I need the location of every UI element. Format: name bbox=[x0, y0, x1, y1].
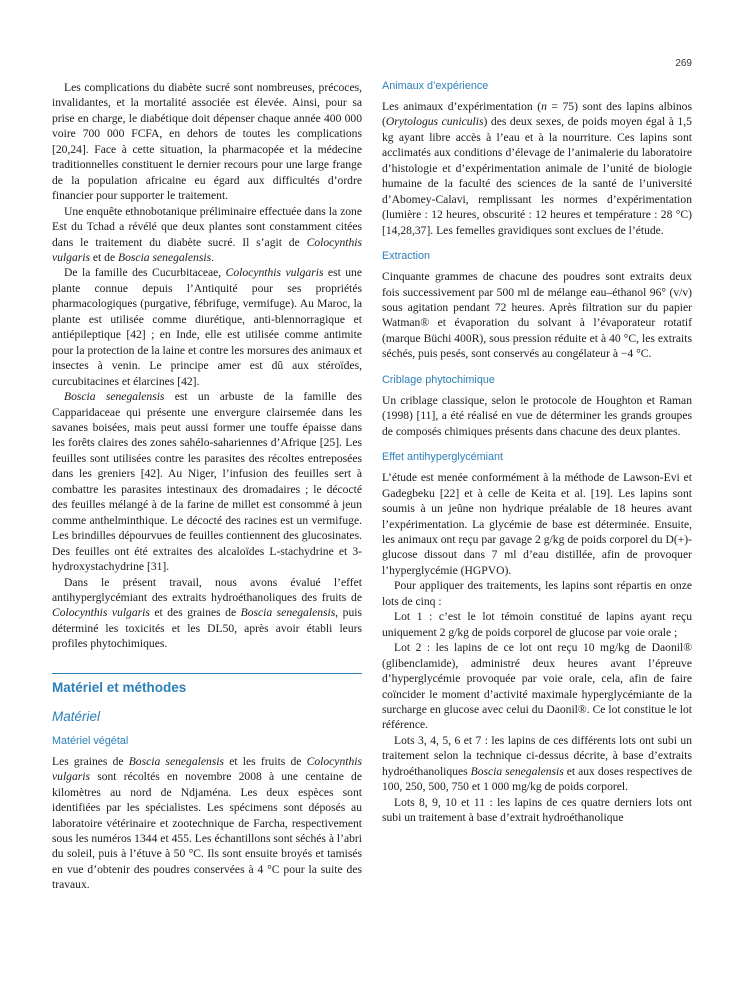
heading-extraction: Extraction bbox=[382, 250, 431, 263]
heading-materiel-vegetal: Matériel végétal bbox=[52, 734, 129, 747]
intro-paragraph-1: Les complications du diabète sucré sont nombreuses, précoces, invalidantes, et la mortalité associée est élevée. Ainsi, pour sa prise en charge, le diabétique doit dépenser chaque année 400 000 voire 700 000 FCFA, en dehors de toutes les complications [20,24]. Face à cette situation, la pharmacopée et la médecine traditionnelles constituent le dernier recours pour une large frange de la population africaine eu égard aux difficultés d’ordre financier pour supporter le traitement. bbox=[52, 81, 362, 203]
intro-paragraph-4: Boscia senegalensis est un arbuste de la famille des Capparidaceae qui présente une envergure clairsemée dans les savanes boisées, mais peut aussi former une touffe épaisse dans les forêts claires des zones sahélo-sahariennes d’Afrique [25]. Les feuilles sont utilisées contre les parasites des récoltes entreposées dans les greniers [42]. Au Niger, l’infusion des feuilles sert à combattre les parasites intestinaux des dromadaires ; le décocté des feuilles mélangé à de la farine de millet est consommé à jeun comme anthelminthique. Le décocté des racines est un vermifuge. Les brindilles dépourvues de feuilles contiennent des glucosinates. Des feuilles ont été extraites des alcaloïdes L-stachydrine et 3-hydroxystachydrine [31]. bbox=[52, 390, 362, 574]
intro-paragraph-3: De la famille des Cucurbitaceae, Colocynthis vulgaris est une plante connue depuis l’Antiquité pour ses propriétés pharmacologiques (purgative, fébrifuge, vermifuge). Au Maroc, la plante est utilisée comme diurétique, anti-blennorragique et antiépileptique [42] ; en Inde, elle est utilisée comme antimite pour la protection de la laine et contre les morsures des animaux et insectes à venin. Le principe amer est dû aux stéroïdes, curcubitacines et élarcines [42]. bbox=[52, 266, 362, 388]
lot-1-paragraph: Lot 1 : c’est le lot témoin constitué de lapins ayant reçu uniquement 2 g/kg de poids corporel de glucose par voie orale ; bbox=[382, 610, 692, 639]
right-column bbox=[382, 80, 692, 826]
animaux-paragraph: Les animaux d’expérimentation (n = 75) sont des lapins albinos (Orytologus cuniculis) des deux sexes, de poids moyen égal à 1,5 kg ayant libre accès à l’eau et à la nourriture. Ces lapins sont acclimatés aux conditions d’élevage de l’animalerie du laboratoire d’histologie et d’expérimentation animale de l’unité de biologie humaine de la faculté des sciences de la santé de l’université d’Abomey-Calavi, remplissant les normes d’expérimentation (lumière : 12 heures, obscurité : 12 heures et température : 28 °C) [14,28,37]. Les femelles gravidiques sont exclues de l’étude. bbox=[382, 100, 692, 237]
heading-effet: Effet antihyperglycémiant bbox=[382, 451, 504, 464]
lot-2-paragraph: Lot 2 : les lapins de ce lot ont reçu 10 mg/kg de Daonil® (glibenclamide), administré deux heures avant l’épreuve d’hyperglycémie provoquée par voie orale, cela, afin de faire coïncider le moment d’activité maximale hyperglycémiante de la surcharge en glucose avec celui du Daonil®. Ce lot constitue le lot référence. bbox=[382, 641, 692, 732]
heading-animaux: Animaux d’expérience bbox=[382, 80, 489, 92]
lot-3-7-paragraph: Lots 3, 4, 5, 6 et 7 : les lapins de ces différents lots ont subi un traitement selon la technique ci-dessus décrite, à base d’extraits hydroéthanoliques Boscia senegalensis et aux doses respectives de 100, 250, 500, 750 et 1 000 mg/kg de poids corporel. bbox=[382, 733, 693, 794]
materiel-vegetal-paragraph: Les graines de Boscia senegalensis et les fruits de Colocynthis vulgaris sont récoltés en novembre 2008 à une centaine de kilomètres au nord de Ndjaména. Les deux espèces sont identifiées par les spécialistes. Les spécimens sont déposés au laboratoire vétérinaire et zootechnique de Farcha, respectivement sous les numéros 1344 et 455. Les échantillons sont séchés à l’abri du soleil, puis à l’étuve à 50 °C. Ils sont ensuite broyés et tamisés en vue d’obtenir des poudres conservées à 4 °C pour la suite des travaux. bbox=[52, 754, 362, 892]
lot-8-11-paragraph: Lots 8, 9, 10 et 11 : les lapins de ces quatre derniers lots ont subi un traitement à base d’extrait hydroéthanolique bbox=[382, 795, 692, 825]
section-divider bbox=[52, 673, 362, 674]
extraction-paragraph: Cinquante grammes de chacune des poudres sont extraits deux fois successivement par 500 ml de mélange eau–éthanol 96° (v/v) sous agitation pendant 72 heures. Après filtration sur du papier Watman® et évaporation du solvant à l’évaporateur rotatif (marque Büchi 400R), sous pression réduite et à 40 °C, les extraits séchés, puis pesés, sont conservés au congélateur à −4 °C. bbox=[382, 270, 692, 361]
subsection-title: Matériel bbox=[52, 708, 101, 724]
intro-paragraph-5: Dans le présent travail, nous avons évalué l’effet antihyperglycémiant des extraits hydroéthanoliques des fruits de Colocynthis vulgaris et des graines de Boscia senegalensis, puis déterminé les toxicités et les DL50, après avoir établi leurs profiles phytochimiques. bbox=[52, 575, 362, 651]
effet-paragraph-2: Pour appliquer des traitements, les lapins sont répartis en onze lots de cinq : bbox=[382, 579, 692, 608]
criblage-paragraph: Un criblage classique, selon le protocole de Houghton et Raman (1998) [11], a été réalisé en vue de déterminer les grands groupes de composés chimiques présents dans chacune des deux plantes. bbox=[382, 393, 692, 438]
intro-paragraph-2: Une enquête ethnobotanique préliminaire effectuée dans la zone Est du Tchad a révélé que deux plantes sont constamment citées dans le traitement du diabète sucré. Il s’agit de Colocynthis vulgaris et de Boscia senegalensis. bbox=[52, 204, 362, 264]
effet-paragraph-1: L’étude est menée conformément à la méthode de Lawson-Evi et Gadegbeku [22] et à celle de Keita et al. [19]. Les lapins sont soumis à un jeûne non hydrique préalable de 18 heures avant l’expérimentation. La glycémie de base est déterminée. Ensuite, les animaux ont reçu par gavage 2 g/kg de poids corporel du D(+)-glucose dissout dans 7 ml d’eau distillée, afin de provoquer l’hyperglycémie (HGPVO). bbox=[382, 471, 692, 577]
left-column bbox=[52, 80, 362, 893]
page-number: 269 bbox=[675, 58, 692, 69]
heading-criblage: Criblage phytochimique bbox=[382, 373, 495, 386]
section-title: Matériel et méthodes bbox=[52, 679, 187, 695]
